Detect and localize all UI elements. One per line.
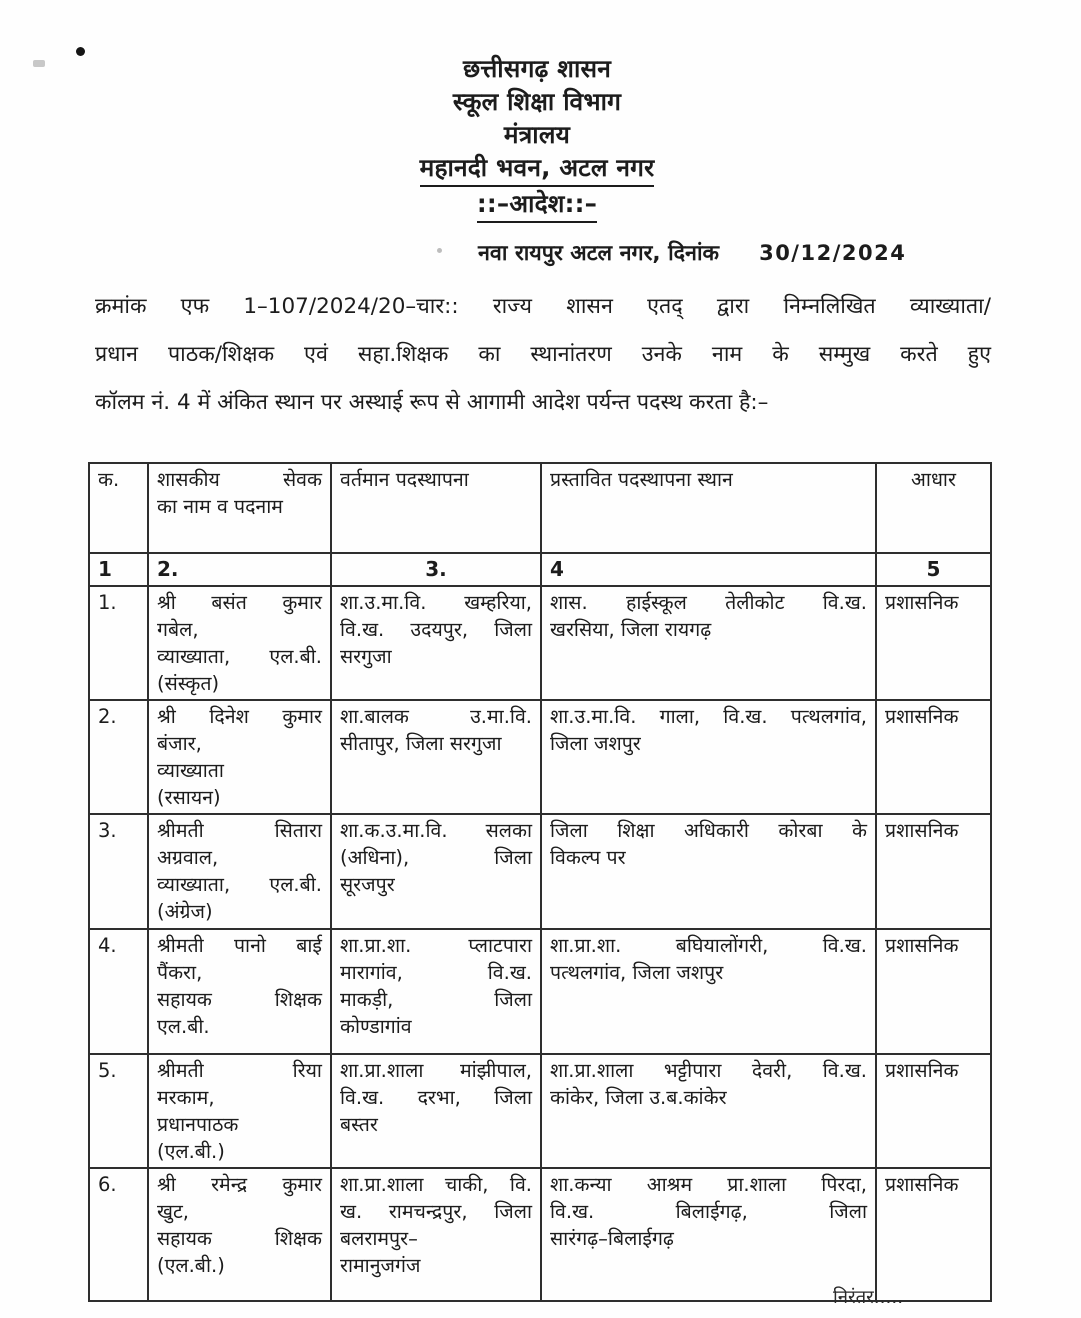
cell-line: (रसायन) <box>157 786 221 809</box>
cell-line: पैंकरा, <box>157 961 203 984</box>
cell-line: व्याख्याता, एल.बी. <box>157 873 322 896</box>
order-title: ::–आदेश::– <box>477 187 597 223</box>
cell-line: शासकीय सेवक <box>157 468 322 491</box>
cell-proposed <box>541 586 876 700</box>
cell-line: श्रीमती पानो बाई <box>157 934 322 957</box>
department-name: स्कूल शिक्षा विभाग <box>452 87 622 116</box>
cell-line: ख. रामचन्द्रपुर, जिला <box>340 1200 532 1223</box>
table-row <box>89 929 991 1054</box>
cell-line: अग्रवाल, <box>157 846 219 869</box>
order-body-paragraph <box>95 283 991 427</box>
colnum-3: 3. <box>331 553 541 586</box>
table-row <box>89 1054 991 1168</box>
cell-line: रामानुजगंज <box>340 1254 421 1277</box>
header-current-posting: वर्तमान पदस्थापना <box>331 463 541 553</box>
cell-line: प्रशासनिक <box>885 1059 959 1082</box>
cell-name <box>148 1054 331 1168</box>
scan-speck <box>437 248 442 253</box>
cell-line: सहायक शिक्षक <box>157 988 322 1011</box>
cell-line: वि.ख. दरभा, जिला <box>340 1086 532 1109</box>
order-date: 30/12/2024 <box>759 241 907 265</box>
cell-line: मरकाम, <box>157 1086 215 1109</box>
cell-line: श्रीमती सितारा <box>157 819 322 842</box>
body-line-2: प्रधान पाठक/शिक्षक एवं सहा.शिक्षक का स्थानांतरण उनके नाम के सम्मुख करते हुए <box>95 342 991 367</box>
cell-line: शास. हाईस्कूल तेलीकोट वि.ख. <box>550 591 867 614</box>
table-row <box>89 586 991 700</box>
cell-line: सरगुजा <box>340 645 392 668</box>
cell-current <box>331 586 541 700</box>
cell-basis <box>876 586 991 700</box>
cell-sn <box>89 586 148 700</box>
colnum-4: 4 <box>541 553 876 586</box>
cell-line: बंजार, <box>157 732 202 755</box>
cell-line: (अंग्रेज) <box>157 900 213 923</box>
cell-line: प्रशासनिक <box>885 819 959 842</box>
cell-line: (एल.बी.) <box>157 1140 225 1163</box>
cell-line: व्याख्याता, एल.बी. <box>157 645 322 668</box>
cell-line: 5. <box>98 1059 117 1082</box>
cell-name <box>148 700 331 814</box>
ministry-label: मंत्रालय <box>503 120 571 149</box>
cell-line: सारंगढ़–बिलाईगढ़ <box>550 1227 674 1250</box>
cell-current <box>331 814 541 929</box>
cell-line: पत्थलगांव, जिला जशपुर <box>550 961 724 984</box>
cell-line: प्रशासनिक <box>885 1173 959 1196</box>
cell-proposed <box>541 1168 876 1301</box>
header-basis: आधार <box>876 463 991 553</box>
cell-line: वि.ख. उदयपुर, जिला <box>340 618 532 641</box>
cell-line: एल.बी. <box>157 1015 210 1038</box>
cell-line: बलरामपुर– <box>340 1227 418 1250</box>
cell-line: खुट, <box>157 1200 189 1223</box>
cell-line: प्रशासनिक <box>885 705 959 728</box>
building-address: महानदी भवन, अटल नगर <box>420 151 655 187</box>
cell-line: खरसिया, जिला रायगढ़ <box>550 618 712 641</box>
cell-sn <box>89 1054 148 1168</box>
table-row <box>89 1168 991 1301</box>
cell-line: सूरजपुर <box>340 873 395 896</box>
cell-basis <box>876 1168 991 1301</box>
continued-label: निरंतर..... <box>833 1287 904 1308</box>
cell-line: शा.क.उ.मा.वि. सलका <box>340 819 532 842</box>
cell-current <box>331 929 541 1054</box>
cell-line: श्री दिनेश कुमार <box>157 705 322 728</box>
cell-line: शा.प्रा.शाला चाकी, वि. <box>340 1173 532 1196</box>
cell-proposed <box>541 700 876 814</box>
cell-line: 2. <box>98 705 117 728</box>
cell-current <box>331 1168 541 1301</box>
cell-line: गबेल, <box>157 618 199 641</box>
cell-line: श्रीमती रिया <box>157 1059 322 1082</box>
cell-sn <box>89 814 148 929</box>
cell-basis <box>876 700 991 814</box>
body-line-3: कॉलम नं. 4 में अंकित स्थान पर अस्थाई रूप से आगामी आदेश पर्यन्त पदस्थ करता है:– <box>95 390 769 415</box>
place-and-date-label: नवा रायपुर अटल नगर, दिनांक <box>478 241 720 266</box>
body-line-1: क्रमांक एफ 1–107/2024/20–चार:: राज्य शासन एतद् द्वारा निम्नलिखित व्याख्याता/ <box>95 294 991 319</box>
cell-line: 3. <box>98 819 117 842</box>
document-header <box>0 52 1074 223</box>
cell-line: सीतापुर, जिला सरगुजा <box>340 732 502 755</box>
cell-sn <box>89 1168 148 1301</box>
colnum-2: 2. <box>148 553 331 586</box>
cell-current <box>331 1054 541 1168</box>
cell-line: 1. <box>98 591 117 614</box>
column-number-row <box>89 553 991 586</box>
cell-line: शा.प्रा.शाला भट्टीपारा देवरी, वि.ख. <box>550 1059 867 1082</box>
cell-line: शा.उ.मा.वि. गाला, वि.ख. पत्थलगांव, <box>550 705 867 728</box>
header-serial: क. <box>89 463 148 553</box>
cell-line: व्याख्याता <box>157 759 224 782</box>
cell-sn <box>89 929 148 1054</box>
cell-proposed <box>541 929 876 1054</box>
cell-name <box>148 1168 331 1301</box>
cell-line: श्री रमेन्द्र कुमार <box>157 1173 322 1196</box>
transfer-table <box>88 462 992 1302</box>
cell-line: शा.कन्या आश्रम प्रा.शाला पिरदा, <box>550 1173 867 1196</box>
cell-line: जिला शिक्षा अधिकारी कोरबा के <box>550 819 867 842</box>
cell-line: श्री बसंत कुमार <box>157 591 322 614</box>
cell-line: मारागांव, वि.ख. <box>340 961 532 984</box>
cell-current <box>331 700 541 814</box>
transfer-table-body <box>89 586 991 1301</box>
cell-name <box>148 586 331 700</box>
cell-line: शा.प्रा.शा. प्लाटपारा <box>340 934 532 957</box>
cell-line: शा.बालक उ.मा.वि. <box>340 705 532 728</box>
cell-line: (संस्कृत) <box>157 672 220 695</box>
cell-line: शा.प्रा.शाला मांझीपाल, <box>340 1059 532 1082</box>
cell-line: जिला जशपुर <box>550 732 641 755</box>
cell-basis <box>876 814 991 929</box>
cell-line: कोण्डागांव <box>340 1015 412 1038</box>
cell-line: शा.उ.मा.वि. खम्हरिया, <box>340 591 532 614</box>
cell-basis <box>876 929 991 1054</box>
cell-line: 4. <box>98 934 117 957</box>
cell-line: शा.प्रा.शा. बघियालोंगरी, वि.ख. <box>550 934 867 957</box>
cell-line: माकड़ी, जिला <box>340 988 532 1011</box>
cell-line: विकल्प पर <box>550 846 626 869</box>
table-header-row <box>89 463 991 553</box>
govt-name: छत्तीसगढ़ शासन <box>462 54 612 83</box>
cell-sn <box>89 700 148 814</box>
cell-line: प्रशासनिक <box>885 934 959 957</box>
colnum-1: 1 <box>89 553 148 586</box>
cell-line: का नाम व पदनाम <box>157 495 283 518</box>
table-row <box>89 814 991 929</box>
cell-basis <box>876 1054 991 1168</box>
cell-line: (एल.बी.) <box>157 1254 225 1277</box>
cell-proposed <box>541 1054 876 1168</box>
cell-line: (अधिना), जिला <box>340 846 532 869</box>
dateline <box>478 238 906 267</box>
cell-line: 6. <box>98 1173 117 1196</box>
cell-line: प्रशासनिक <box>885 591 959 614</box>
cell-line: सहायक शिक्षक <box>157 1227 322 1250</box>
cell-name <box>148 929 331 1054</box>
cell-line: बस्तर <box>340 1113 378 1136</box>
cell-proposed <box>541 814 876 929</box>
cell-name <box>148 814 331 929</box>
table-row <box>89 700 991 814</box>
cell-line: प्रधानपाठक <box>157 1113 239 1136</box>
colnum-5: 5 <box>876 553 991 586</box>
header-name-designation <box>148 463 331 553</box>
cell-line: कांकेर, जिला उ.ब.कांकेर <box>550 1086 727 1109</box>
header-proposed-posting: प्रस्तावित पदस्थापना स्थान <box>541 463 876 553</box>
cell-line: वि.ख. बिलाईगढ़, जिला <box>550 1200 867 1223</box>
